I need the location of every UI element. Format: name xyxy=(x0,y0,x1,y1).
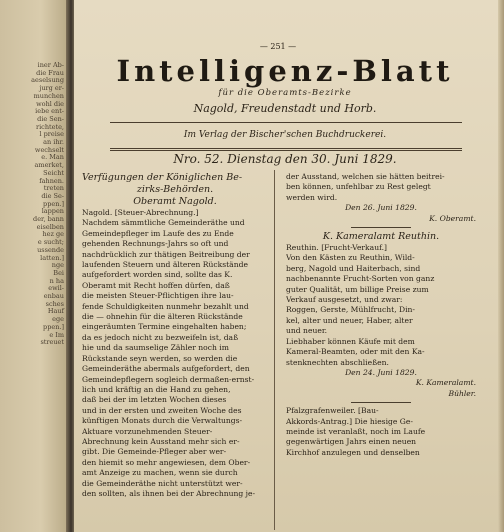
text-line: Gemeinderäthe abermals aufgefordert, den xyxy=(82,364,250,374)
text-line: fende Schuldigkeiten nunmehr bezahlt und xyxy=(82,301,249,311)
fragment-text: iebe ent- xyxy=(35,107,64,116)
section-heading: Verfügungen der Königlichen Be- xyxy=(82,172,243,183)
text-line: hie und da saumselige Zähler noch im xyxy=(82,343,229,353)
fragment-text: ppen.] xyxy=(43,199,64,208)
fragment-text: e sucht; xyxy=(37,238,64,247)
text-line: den sollten, als ihnen bei der Abrechnung je- xyxy=(82,488,256,498)
masthead-districts: Nagold, Freudenstadt und Horb. xyxy=(193,102,377,115)
text-line: aufgefordert worden sind, sollte das K. xyxy=(82,270,233,280)
fragment-text: aeselsung xyxy=(31,76,64,85)
text-line: Roggen, Gerste, Mühlfrucht, Din- xyxy=(286,305,415,315)
fragment-text: Seicht xyxy=(43,168,64,177)
fragment-text: iner Ab- xyxy=(37,61,64,69)
fragment-text: ege xyxy=(52,315,64,324)
text-line: berg, Nagold und Haiterbach, sind xyxy=(286,263,421,273)
text-line: nachdrücklich zur thätigen Beitreibung der xyxy=(82,249,250,259)
text-line: gehenden Rechnungs-Jahrs so oft und xyxy=(82,239,229,249)
fragment-text: ppen.] xyxy=(43,322,64,331)
fragment-text: ewil- xyxy=(48,284,64,293)
fragment-text: Bei xyxy=(53,268,64,277)
fragment-text: fahnen. xyxy=(39,176,64,185)
text-line: Aktuare vorzunehmenden Steuer- xyxy=(82,426,213,436)
article-separator xyxy=(351,227,411,228)
masthead-subtitle: für die Oberamts-Bezirke xyxy=(218,88,352,98)
text-line: nachbenannte Frucht-Sorten von ganz xyxy=(286,274,435,284)
text-line: Abrechnung kein Ausstand mehr sich er- xyxy=(82,436,240,446)
header-rule xyxy=(110,148,462,149)
column-divider xyxy=(274,170,275,530)
text-line: Nachdem sämmtliche Gemeinderäthe und xyxy=(82,218,245,228)
article-signature: Bühler. xyxy=(448,388,476,398)
fragment-text: nge xyxy=(51,261,64,270)
text-line: da es jedoch nicht zu bezweifeln ist, daß xyxy=(82,332,239,342)
text-line: gegenwärtigen Jahrs einen neuen xyxy=(286,437,417,447)
fragment-text: wohl die xyxy=(36,99,64,108)
office-heading: K. Kameralamt Reuthin. xyxy=(322,231,440,243)
text-line: daß bei der im letzten Wochen dieses xyxy=(82,395,227,405)
article-body xyxy=(82,208,268,499)
text-line: den hiemit so mehr angewiesen, dem Ober- xyxy=(82,457,251,467)
page-edge xyxy=(498,0,504,532)
fragment-text: streuet xyxy=(40,338,64,347)
text-line: laufenden Steuern und älteren Rückstände xyxy=(82,260,248,270)
text-line: Gemeindepfleger im Laufe des zu Ende xyxy=(82,228,234,238)
text-line: Kameral-Beamten, oder mit den Ka- xyxy=(286,347,425,357)
article-continuation xyxy=(286,172,476,203)
text-line: Kirchhof anzulegen und denselben xyxy=(286,447,420,457)
section-heading: zirks-Behörden. xyxy=(136,184,214,195)
publisher-line: Im Verlag der Bischer'schen Buchdruckerei. xyxy=(183,130,387,140)
text-line: kel, alter und neuer, Haber, alter xyxy=(286,315,413,325)
fragment-text: die Frau xyxy=(36,68,64,77)
fragment-text: lappen xyxy=(41,207,64,216)
fragment-text: ussende xyxy=(37,245,64,254)
article-body xyxy=(286,406,476,458)
text-line: Von den Kästen zu Reuthin, Wild- xyxy=(286,253,415,263)
article-signature: K. Oberamt. xyxy=(429,213,476,223)
text-line: und in der ersten und zweiten Woche des xyxy=(82,405,242,415)
text-line: Rückstande seyn werden, so werden die xyxy=(82,353,238,363)
fragment-text: enbau xyxy=(43,292,64,300)
fragment-text: Hauf xyxy=(47,307,64,316)
newspaper-page xyxy=(74,0,504,532)
text-line: amt Anzeige zu machen, wenn sie durch xyxy=(82,468,238,478)
text-line: gibt. Die Gemeinde-Pfleger aber wer- xyxy=(82,447,227,457)
text-line: Gemeindepflegern sogleich dermaßen-ernst- xyxy=(82,374,255,384)
fragment-text: jurg er- xyxy=(39,84,64,93)
fragment-text: richtete, xyxy=(36,122,64,131)
text-line: Oberamt mit Recht hoffen dürfen, daß xyxy=(82,280,230,290)
left-column xyxy=(82,172,268,499)
header-rule xyxy=(110,122,462,123)
fragment-text: sches xyxy=(45,299,64,308)
text-line: Nagold. [Steuer-Abrechnung.] xyxy=(82,208,199,217)
page-number: — 251 — xyxy=(259,42,297,51)
text-line: guter Qualität, um billige Preise zum xyxy=(286,284,429,294)
fragment-text: die Se- xyxy=(41,191,64,200)
text-line: Verkauf ausgesetzt, und zwar: xyxy=(286,295,403,305)
header-rule xyxy=(110,150,462,151)
text-line: Pfalzgrafenweiler. [Bau- xyxy=(286,406,379,416)
fragment-text: amerket, xyxy=(34,161,64,170)
text-line: ben können, unfehlbar zu Rest gelegt xyxy=(286,182,431,192)
fragment-text: e Im xyxy=(49,330,64,339)
article-date: Den 26. Juni 1829. xyxy=(345,203,417,213)
text-line: eingeräumten Termine eingehalten haben; xyxy=(82,322,247,332)
right-column xyxy=(286,172,476,458)
fragment-text: der, bann xyxy=(33,215,64,223)
fragment-text: n ha xyxy=(49,276,64,285)
text-line: Liebhaber können Käufe mit dem xyxy=(286,336,415,346)
masthead-title: Intelligenz-Blatt xyxy=(116,54,454,88)
text-line: künftigen Monats durch die Verwaltungs- xyxy=(82,416,243,426)
fragment-text: latten.] xyxy=(40,253,64,262)
text-line: stenknechten abschließen. xyxy=(286,357,389,367)
text-line: lich und kräftig an die Hand zu gehen, xyxy=(82,384,231,394)
text-line: die — ohnehin für die älteren Rückstände xyxy=(82,312,243,322)
text-line: die Gemeinderäthe nicht unterstützt wer- xyxy=(82,478,243,488)
issue-line: Nro. 52. Dienstag den 30. Juni 1829. xyxy=(173,152,397,166)
article-signature: K. Kameralamt. xyxy=(415,378,476,388)
text-line: Reuthin. [Frucht-Verkauf.] xyxy=(286,243,387,253)
fragment-text: hez ge xyxy=(42,230,64,239)
article-body xyxy=(286,243,476,368)
text-line: Akkords-Antrag.] Die hiesige Ge- xyxy=(286,416,413,426)
fragment-text: die Sen- xyxy=(37,114,64,123)
fragment-text: munchen xyxy=(33,91,64,100)
adjacent-page-fragment xyxy=(0,0,68,532)
text-line: und neuer. xyxy=(286,326,328,336)
fragment-text: treten xyxy=(43,184,64,193)
fragment-text: e. Man xyxy=(41,153,64,162)
text-line: die meisten Steuer-Pflichtigen ihre lau- xyxy=(82,291,234,301)
fragment-text: an ihr. xyxy=(43,138,64,146)
article-separator xyxy=(351,402,411,403)
text-line: der Ausstand, welchen sie hätten beitrei- xyxy=(286,172,445,181)
text-line: werden wird. xyxy=(286,192,338,202)
text-line: meinde ist veranlaßt, noch im Laufe xyxy=(286,426,426,436)
office-heading: Oberamt Nagold. xyxy=(133,196,217,207)
fragment-text: l preise xyxy=(39,130,64,139)
article-date: Den 24. Juni 1829. xyxy=(345,367,417,377)
fragment-text: wechselt xyxy=(34,145,64,154)
fragment-text: eiselben xyxy=(36,222,64,231)
